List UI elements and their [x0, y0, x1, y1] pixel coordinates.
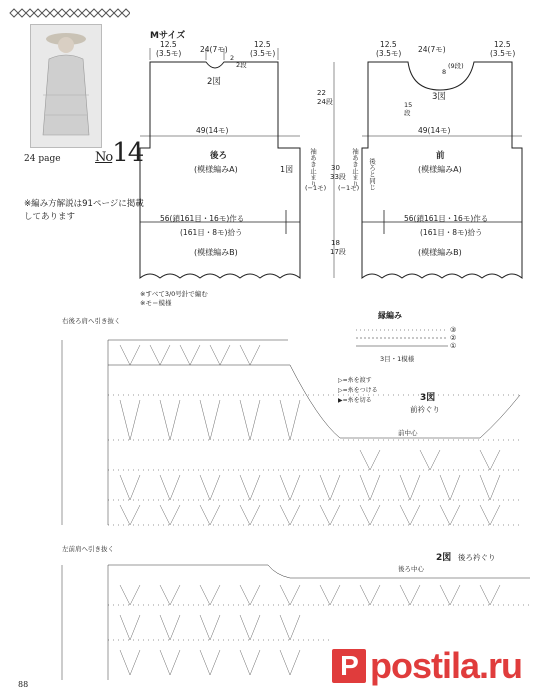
edging-sub: 3目・1模様: [380, 355, 415, 363]
front-top-left: 12.5: [380, 40, 397, 49]
page-number: 88: [18, 680, 29, 689]
back-neck-width: 24(7モ): [200, 45, 228, 54]
chart3-stitch-pattern: [120, 345, 500, 525]
note-needle: ※すべて3/0号針で編む: [140, 290, 208, 298]
back-top-right-sub: (3.5モ): [250, 49, 276, 58]
size-title: Mサイズ: [150, 31, 186, 41]
back-neck-drop-sub: 2段: [236, 61, 247, 69]
dim-mid-sub: 33段: [330, 173, 346, 181]
dim-top-sub: 24段: [317, 98, 333, 106]
front-diagram-label: 3図: [432, 92, 446, 102]
chart3-side-top: 右後ろ肩へ引き抜く: [62, 317, 121, 325]
chart3-center: 前中心: [398, 429, 418, 437]
back-neck-drop: 2: [230, 54, 235, 62]
chart3-legend-attach: ▷=糸をつける: [338, 387, 378, 394]
front-pattern-b: (模様編みB): [418, 248, 462, 257]
back-panel: [140, 40, 326, 278]
front-pickup: (161目・8モ)拾う: [420, 228, 483, 237]
front-top-right: 12.5: [494, 40, 511, 49]
front-top-right-sub: (3.5モ): [490, 49, 516, 58]
watermark: [332, 645, 522, 687]
front-neck-drop: 8: [442, 68, 447, 76]
front-title: 前: [436, 151, 445, 161]
pattern-number-value: 14: [112, 138, 144, 168]
edging-row1: ①: [450, 342, 457, 350]
instruction-note: ※編み方解説は91ページに掲載してあります: [24, 199, 144, 222]
note-mo: ※モ＝模様: [140, 299, 172, 307]
back-top-left-sub: (3.5モ): [156, 49, 182, 58]
dim-bottom-sub: 17段: [330, 248, 346, 256]
front-minus: (−1モ): [338, 184, 360, 192]
edging-chart: [356, 310, 456, 363]
back-pattern-a: (模様編みA): [194, 165, 238, 174]
back-armhole-label: 袖あき止まり: [309, 148, 317, 187]
dim-mid: 30: [331, 164, 340, 172]
back-diagram-label: 2図: [207, 77, 221, 87]
back-pattern-b: (模様編みB): [194, 248, 238, 257]
back-cast-on: 56(鎖161目・16モ)作る: [160, 214, 245, 223]
chart3-legend-cut: ▶=糸を切る: [338, 397, 372, 404]
edging-row2: ②: [450, 334, 457, 342]
edging-row3: ③: [450, 326, 457, 334]
watermark-logo-icon: P: [332, 649, 366, 683]
back-top-right: 12.5: [254, 40, 271, 49]
front-pattern-a: (模様編みA): [418, 165, 462, 174]
back-minus: (−1モ): [305, 184, 327, 192]
chart2-side-top: 左前肩へ引き抜く: [62, 545, 114, 553]
pattern-number-prefix: No: [95, 150, 113, 165]
front-neck-side: 15: [404, 101, 413, 109]
page-reference: 24 page: [24, 154, 61, 164]
edging-title: 縁編み: [378, 311, 402, 320]
chart3-sub: 前衿ぐり: [410, 405, 440, 414]
back-pickup: (161目・8モ)拾う: [180, 228, 243, 237]
back-title: 後ろ: [210, 151, 228, 161]
front-armhole-label: 袖あき止まり: [351, 148, 359, 187]
back-top-left: 12.5: [160, 40, 177, 49]
dim-top: 22: [317, 89, 326, 97]
chart3-legend-join: ▷=糸を渡す: [338, 377, 372, 384]
chart2-center: 後ろ中心: [398, 565, 424, 573]
front-neck-side-sub: 段: [404, 109, 411, 117]
dim-bottom: 18: [331, 239, 340, 247]
chart3-title: 3図: [420, 393, 436, 403]
chart2-sub: 後ろ衿ぐり: [458, 553, 496, 562]
back-chest: 49(14モ): [196, 126, 229, 135]
center-dimensions: [317, 62, 346, 278]
front-top-left-sub: (3.5モ): [376, 49, 402, 58]
front-neck-width: 24(7モ): [418, 45, 446, 54]
front-panel: [338, 40, 522, 278]
front-same-as-back: 後ろと同じ: [368, 158, 376, 191]
front-neck-drop-sub: (9段): [448, 62, 464, 70]
back-fig1: 1図: [280, 165, 294, 174]
front-cast-on: 56(鎖161目・16モ)作る: [404, 214, 489, 223]
watermark-text: postila.ru: [370, 645, 523, 686]
chart2-title: 2図: [436, 553, 452, 563]
front-chest: 49(14モ): [418, 126, 451, 135]
